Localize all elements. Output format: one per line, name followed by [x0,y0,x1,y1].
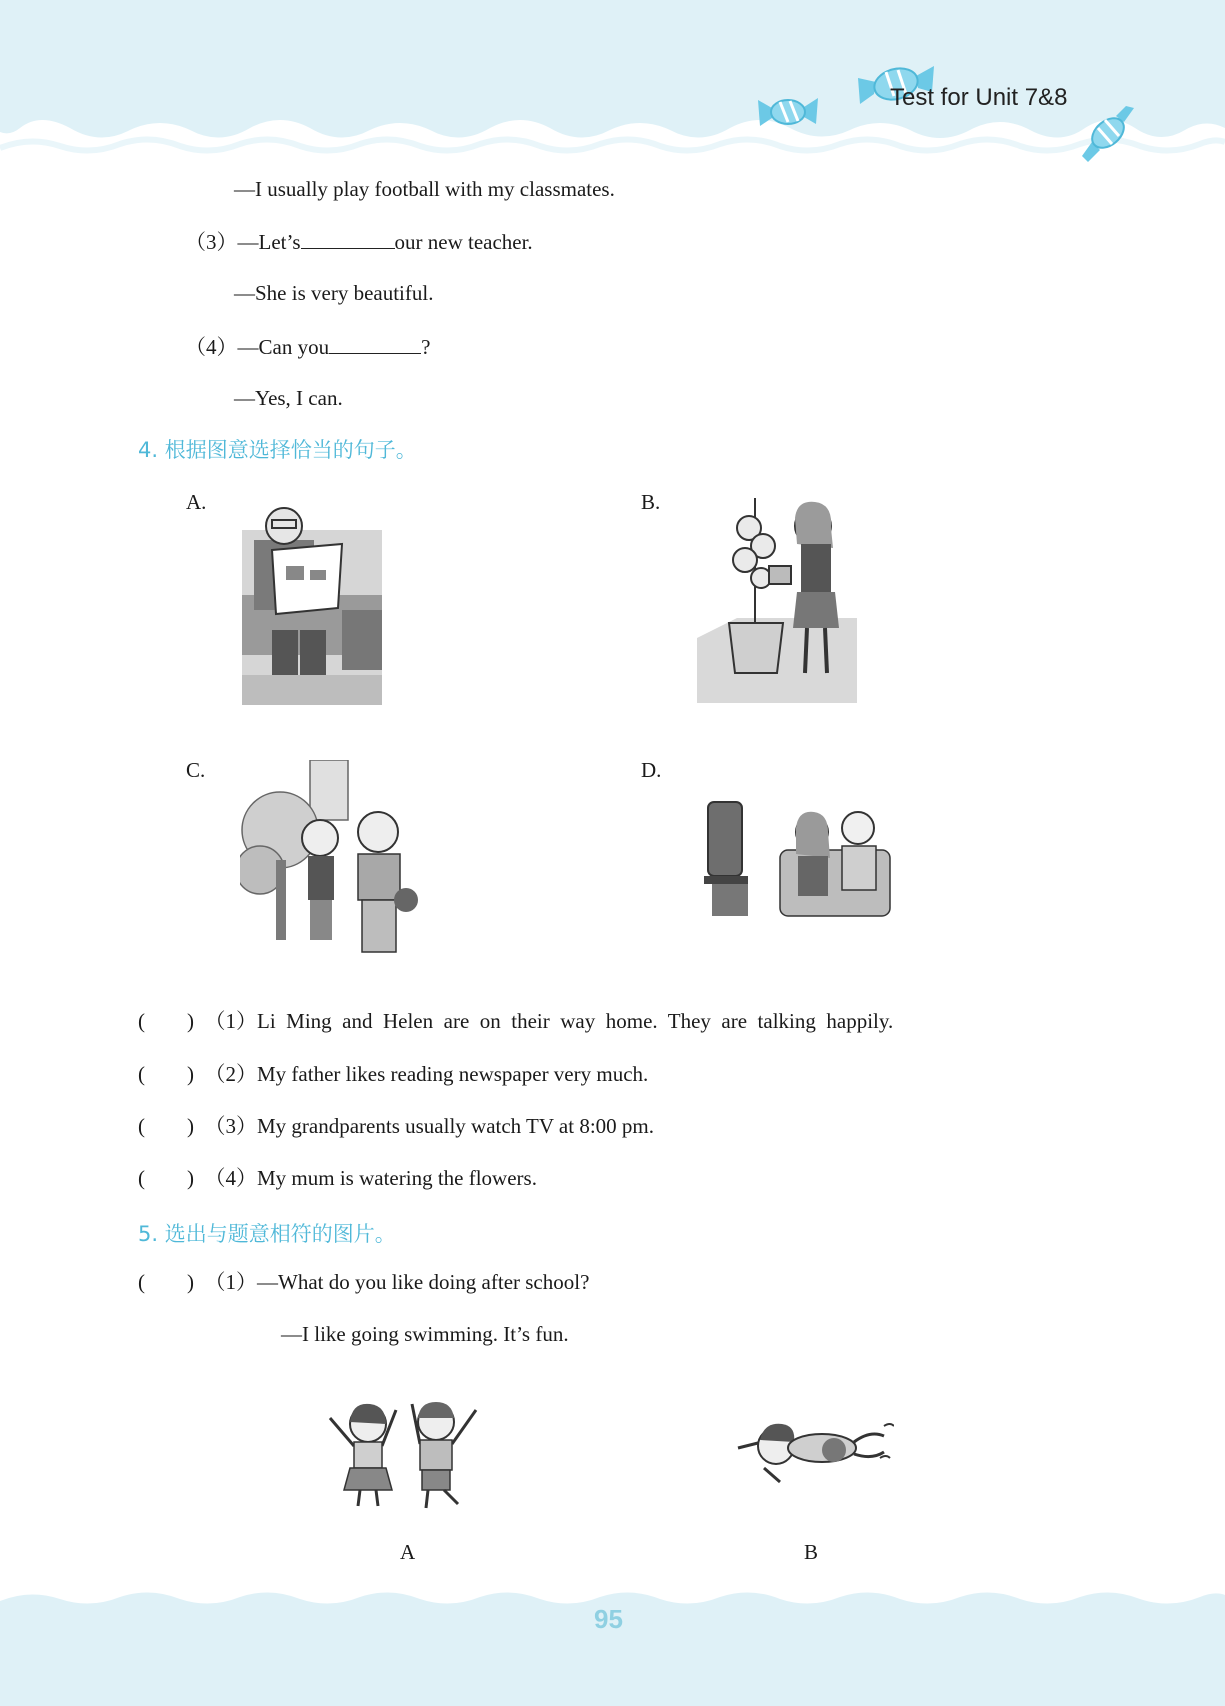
header-title: Test for Unit 7&8 [890,84,1068,111]
section-4-title: 4. 根据图意选择恰当的句子。 [138,438,417,462]
option-label-d: D. [641,758,662,782]
dialog-line: —I like going swimming. It’s fun. [281,1322,569,1346]
man-reading-newspaper-image [242,500,382,705]
page-number: 95 [594,1604,623,1634]
answer-blank[interactable] [329,333,421,354]
dialog-text: —Can you [237,335,330,359]
item-number: （1） [204,1009,257,1033]
item-number: （4） [185,335,238,359]
candy-icon [1078,106,1138,162]
answer-parentheses[interactable]: ( ) [138,1166,194,1190]
answer-parentheses[interactable]: ( ) [138,1009,194,1033]
answer-parentheses[interactable]: ( ) [138,1062,194,1086]
candy-icon [758,94,818,130]
section-5-title: 5. 选出与题意相符的图片。 [138,1222,396,1246]
question-item-3 [185,228,533,255]
answer-parentheses[interactable]: ( ) [138,1270,194,1294]
answer-parentheses[interactable]: ( ) [138,1114,194,1138]
item-number: （4） [204,1166,257,1190]
question-text: My mum is watering the flowers. [257,1166,537,1190]
answer-blank[interactable] [301,228,395,249]
dialog-text: ? [421,335,431,359]
option-label-a: A. [186,490,207,514]
question-item-4 [138,1165,537,1191]
item-number: （3） [185,230,238,254]
question-item-4 [185,333,430,360]
children-cheering-image [320,1394,490,1514]
dialog-line: —I usually play football with my classmates. [234,177,615,201]
picture-label-a: A [400,1540,416,1564]
item-number: （3） [204,1114,257,1138]
item-number: （2） [204,1062,257,1086]
picture-label-b: B [804,1540,819,1564]
question-item-3 [138,1113,654,1139]
question-item-2 [138,1061,648,1087]
children-walking-home-image [240,760,420,960]
option-label-b: B. [641,490,661,514]
item-number: （1） [204,1270,257,1294]
question-text: —What do you like doing after school? [257,1270,590,1294]
question-text: My grandparents usually watch TV at 8:00 pm. [257,1114,654,1138]
grandparents-watching-tv-image [700,800,900,920]
boy-swimming-image [734,1408,894,1492]
question-text: Li Ming and Helen are on their way home. They are talking happily. [257,1009,894,1033]
dialog-line: —She is very beautiful. [234,281,434,305]
option-label-c: C. [186,758,206,782]
woman-watering-plant-image [697,488,857,703]
dialog-line: —Yes, I can. [234,386,343,410]
question-item-1 [138,1008,893,1034]
question-item-1 [138,1269,589,1295]
dialog-text: —Let’s [237,230,301,254]
dialog-text: our new teacher. [394,230,533,254]
question-text: My father likes reading newspaper very much. [257,1062,649,1086]
header-wave-band [0,0,1225,165]
